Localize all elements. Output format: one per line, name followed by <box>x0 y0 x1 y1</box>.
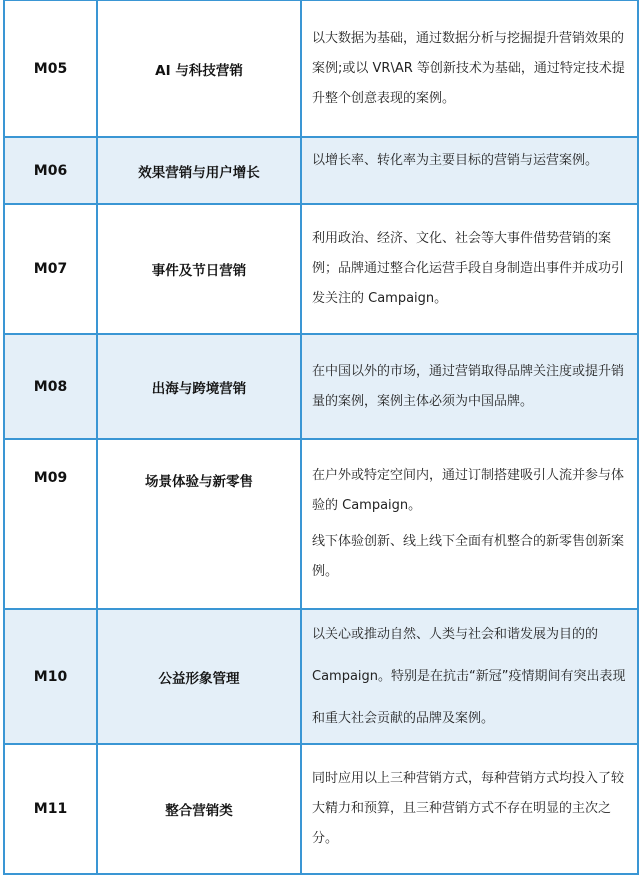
category-description <box>301 0 638 137</box>
category-table <box>3 0 639 875</box>
description-paragraph: 同时应用以上三种营销方式，每种营销方式均投入了较大精力和预算，且三种营销方式不存在明显的主次之分。 <box>312 771 625 846</box>
table-row-m08 <box>4 334 638 439</box>
description-paragraph: 以关心或推动自然、人类与社会和谐发展为目的的Campaign。特别是在抗击“新冠”疫情期间有突出表现和重大社会贡献的品牌及案例。 <box>312 626 626 726</box>
category-code: M06 <box>4 137 97 204</box>
category-description <box>301 744 638 874</box>
category-description <box>301 334 638 439</box>
category-name: 整合营销类 <box>97 744 301 874</box>
category-code: M10 <box>4 609 97 744</box>
category-code: M09 <box>4 439 97 609</box>
description-paragraph: 线下体验创新、线上线下全面有机整合的新零售创新案例。 <box>312 534 625 579</box>
category-description <box>301 439 638 609</box>
category-description <box>301 204 638 334</box>
table-row-m10 <box>4 609 638 744</box>
category-name: 场景体验与新零售 <box>97 439 301 609</box>
category-code: M07 <box>4 204 97 334</box>
category-code: M08 <box>4 334 97 439</box>
category-name: AI 与科技营销 <box>97 0 301 137</box>
category-name: 事件及节日营销 <box>97 204 301 334</box>
table-row-m11 <box>4 744 638 874</box>
description-paragraph: 在户外或特定空间内，通过订制搭建吸引人流并参与体验的 Campaign。 <box>312 468 625 513</box>
table-row-m09 <box>4 439 638 609</box>
category-name: 效果营销与用户增长 <box>97 137 301 204</box>
category-code: M11 <box>4 744 97 874</box>
category-name: 公益形象管理 <box>97 609 301 744</box>
description-paragraph: 以大数据为基础，通过数据分析与挖掘提升营销效果的案例;或以 VR\AR 等创新技术为基础，通过特定技术提升整个创意表现的案例。 <box>312 30 625 106</box>
category-description <box>301 137 638 204</box>
category-description <box>301 609 638 744</box>
description-paragraph: 以增长率、转化率为主要目标的营销与运营案例。 <box>312 153 599 168</box>
description-paragraph: 在中国以外的市场，通过营销取得品牌关注度或提升销量的案例，案例主体必须为中国品牌。 <box>312 363 625 409</box>
table-row-m07 <box>4 204 638 334</box>
description-paragraph: 利用政治、经济、文化、社会等大事件借势营销的案例；品牌通过整合化运营手段自身制造出事件并成功引发关注的 Campaign。 <box>312 231 625 306</box>
category-name: 出海与跨境营销 <box>97 334 301 439</box>
table-row-m05 <box>4 0 638 137</box>
category-code: M05 <box>4 0 97 137</box>
table-row-m06 <box>4 137 638 204</box>
